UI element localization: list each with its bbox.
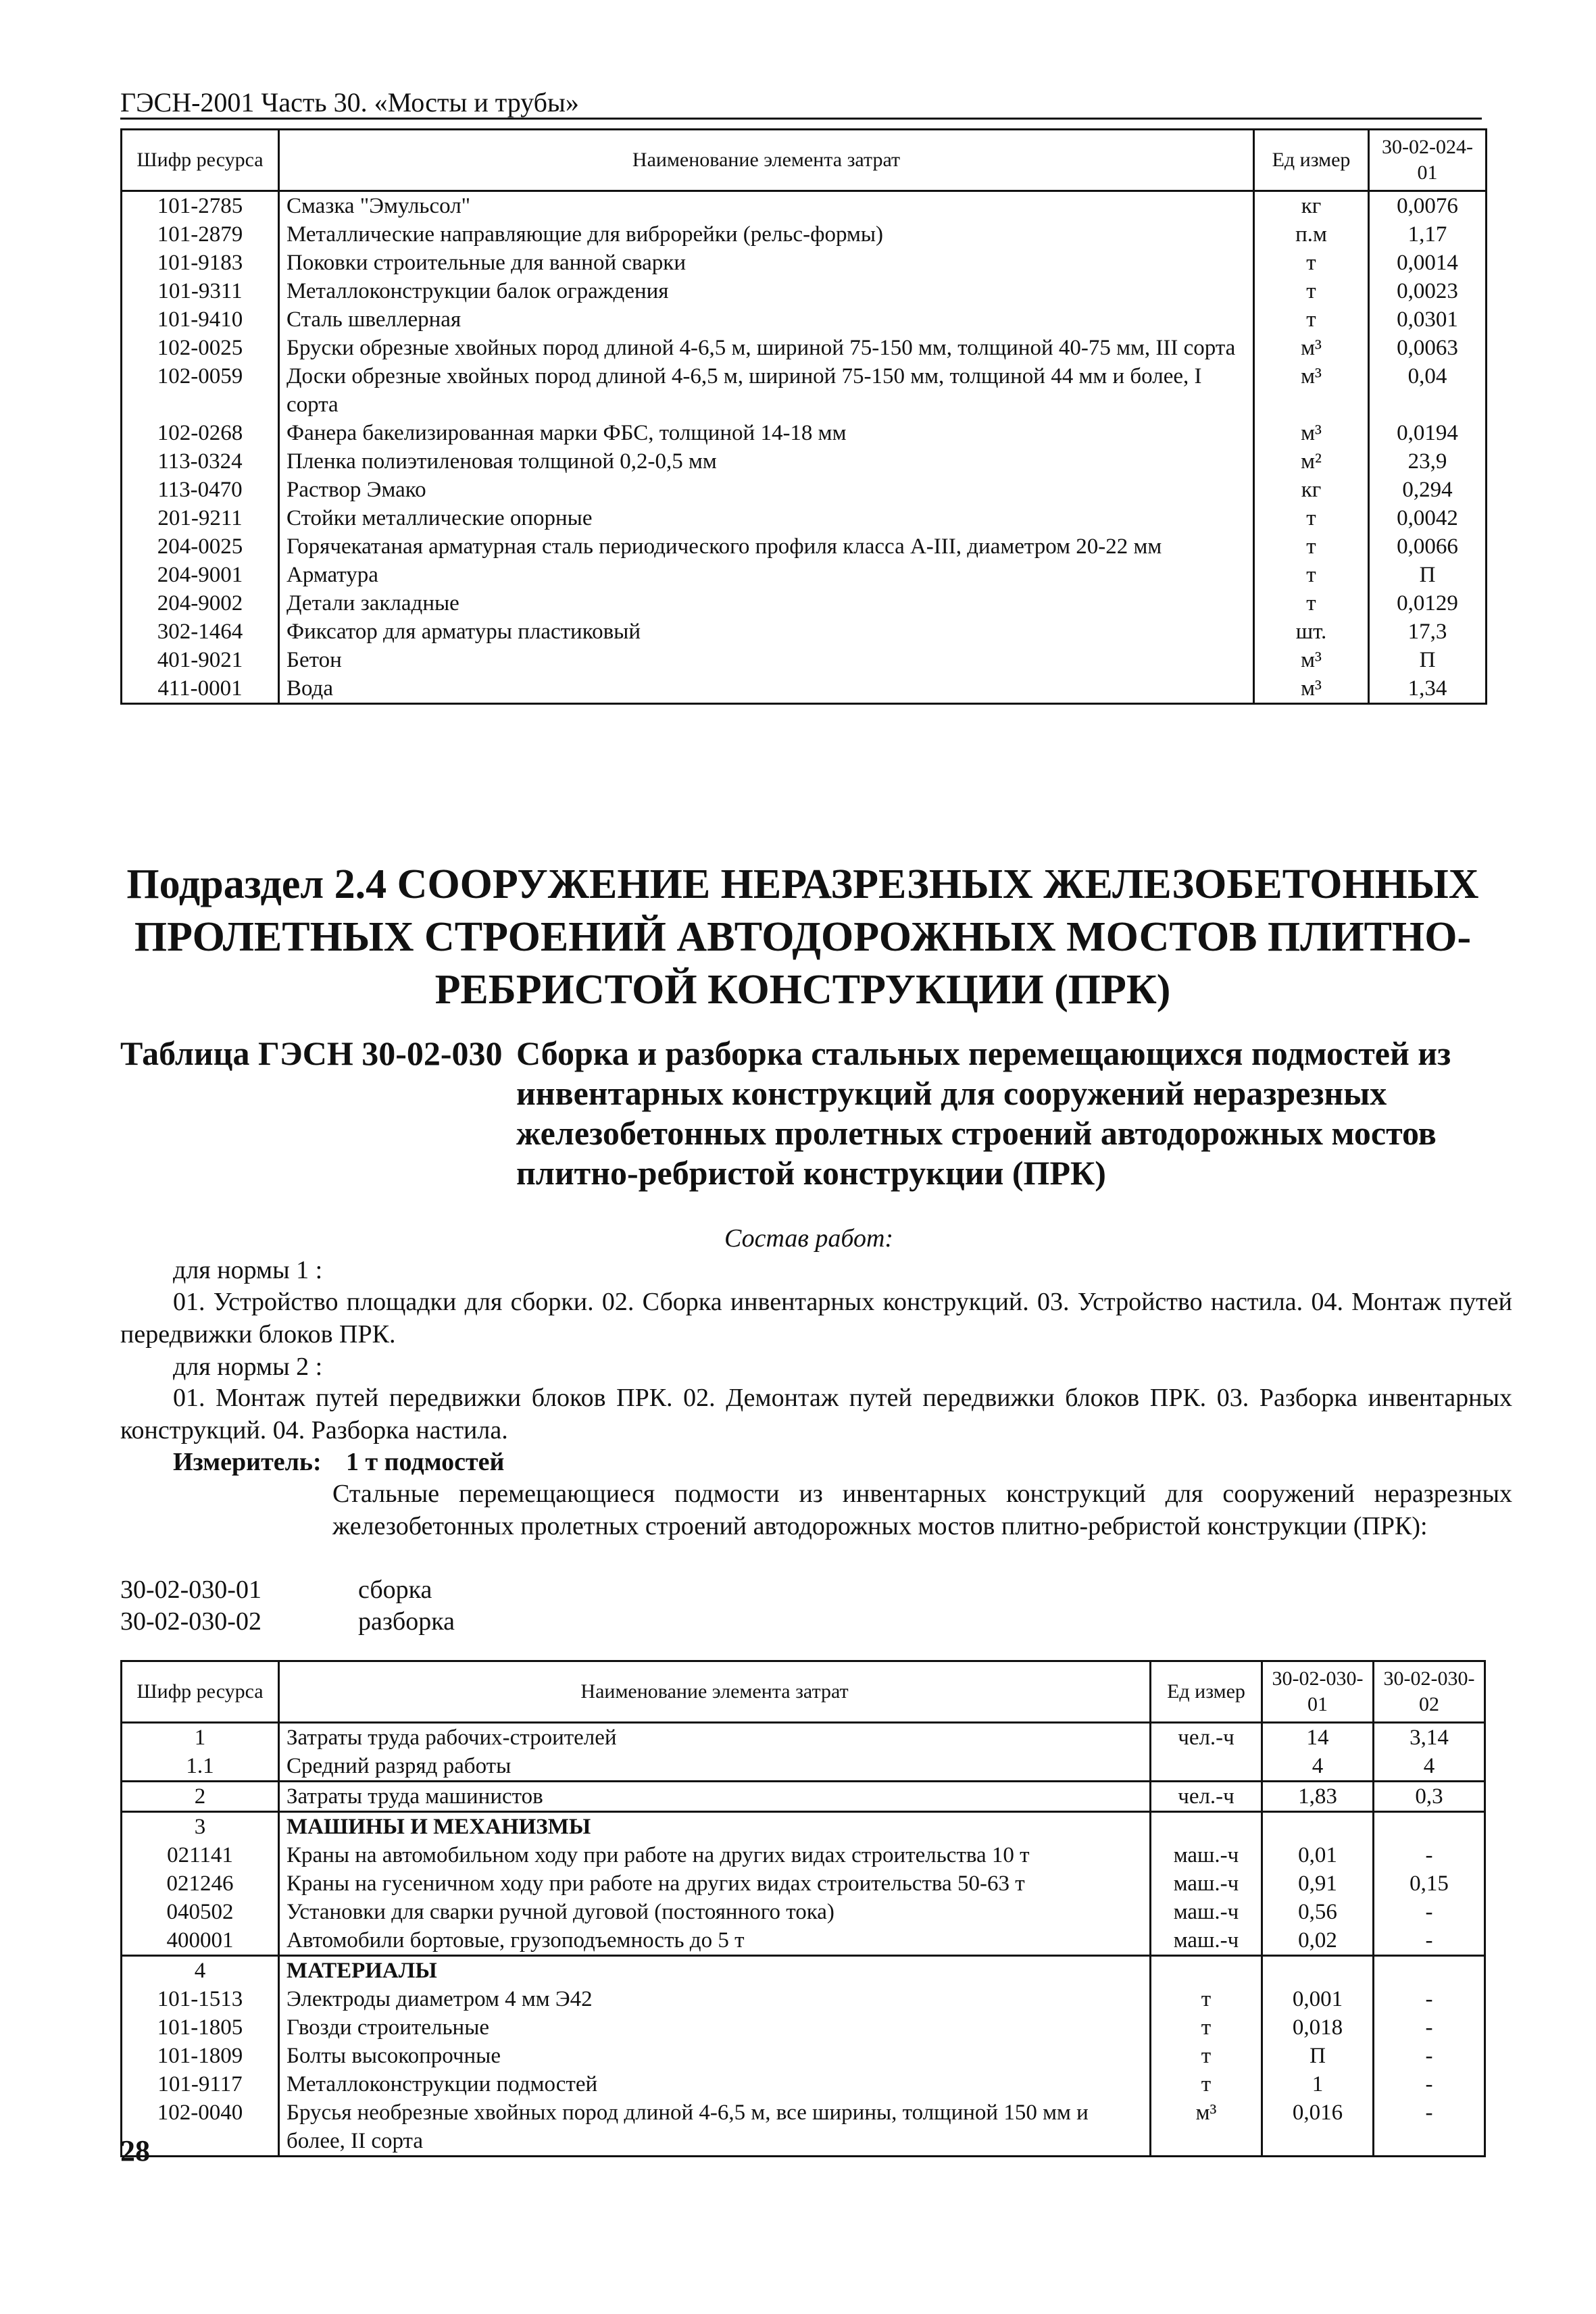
table-row xyxy=(122,561,1487,589)
norm-value: 1,17 xyxy=(1369,220,1487,249)
resources-table-1 xyxy=(120,128,1487,705)
unit: т xyxy=(1254,561,1369,589)
resource-code: 204-9001 xyxy=(122,561,279,589)
header-rule xyxy=(120,118,1482,120)
resource-name: Фиксатор для арматуры пластиковый xyxy=(279,618,1254,646)
resource-name: Металлические направляющие для виброрейки (рельс-формы) xyxy=(279,220,1254,249)
unit: м² xyxy=(1254,447,1369,476)
resource-code: 4 xyxy=(122,1956,279,1986)
resource-code: 101-9410 xyxy=(122,305,279,334)
unit: т xyxy=(1254,277,1369,305)
unit: маш.-ч xyxy=(1151,1926,1262,1956)
norm-value-2: - xyxy=(1374,1985,1485,2013)
norm-value-1: П xyxy=(1262,2042,1374,2070)
resource-code: 2 xyxy=(122,1782,279,1812)
table-row xyxy=(122,447,1487,476)
unit: кг xyxy=(1254,476,1369,504)
resource-name: МАТЕРИАЛЫ xyxy=(279,1956,1151,1986)
norm-value-1 xyxy=(1262,1956,1374,1986)
resource-code: 101-1805 xyxy=(122,2013,279,2042)
unit: т xyxy=(1254,249,1369,277)
table-title: Сборка и разборка стальных перемещающихся подмостей из инвентарных конструкций для сооружений неразрезных железобетонных пролетных строений автодорожных мостов плитно-ребристой конструкции (ПРК) xyxy=(516,1034,1451,1192)
unit: т xyxy=(1151,2042,1262,2070)
norm-value-1: 0,91 xyxy=(1262,1869,1374,1898)
work-description: Стальные перемещающиеся подмости из инвентарных конструкций для сооружений неразрезных железобетонных пролетных строений автодорожных мостов плитно-ребристой конструкции (ПРК): xyxy=(332,1480,1512,1540)
unit: т xyxy=(1151,2013,1262,2042)
resource-name: Стойки металлические опорные xyxy=(279,504,1254,532)
resource-code: 1 xyxy=(122,1723,279,1753)
norm-value-1: 0,018 xyxy=(1262,2013,1374,2042)
table1-col-unit: Ед измер xyxy=(1254,130,1369,191)
table-row xyxy=(122,1985,1485,2013)
norm-value: 0,0063 xyxy=(1369,334,1487,362)
norm1-text: 01. Устройство площадки для сборки. 02. Сборка инвентарных конструкций. 03. Устройство настила. 04. Монтаж путей передвижки блоков ПРК. xyxy=(120,1288,1512,1349)
table2-col-unit: Ед измер xyxy=(1151,1661,1262,1723)
table-row xyxy=(122,362,1487,419)
resource-code: 101-9311 xyxy=(122,277,279,305)
norm-value: П xyxy=(1369,646,1487,674)
norm-value: 0,0301 xyxy=(1369,305,1487,334)
table-row xyxy=(122,646,1487,674)
norm-value: 0,04 xyxy=(1369,362,1487,419)
table1-body xyxy=(122,191,1487,704)
norm-value-1: 0,016 xyxy=(1262,2098,1374,2157)
resource-name: Металлоконструкции подмостей xyxy=(279,2070,1151,2098)
norm-value-1: 0,02 xyxy=(1262,1926,1374,1956)
resource-name: Электроды диаметром 4 мм Э42 xyxy=(279,1985,1151,2013)
table-row xyxy=(122,1898,1485,1926)
table-row xyxy=(122,476,1487,504)
norm-value-2: - xyxy=(1374,2013,1485,2042)
resource-code: 401-9021 xyxy=(122,646,279,674)
composition-title: Состав работ: xyxy=(724,1224,894,1253)
norm2-text: 01. Монтаж путей передвижки блоков ПРК. 02. Демонтаж путей передвижки блоков ПРК. 03. Разборка инвентарных конструкций. 04. Разборка настила. xyxy=(120,1384,1512,1444)
resource-code: 113-0470 xyxy=(122,476,279,504)
table-row xyxy=(122,1841,1485,1869)
unit: т xyxy=(1151,1985,1262,2013)
norm-value: 17,3 xyxy=(1369,618,1487,646)
table-row xyxy=(122,277,1487,305)
norm-value-1: 4 xyxy=(1262,1752,1374,1782)
resource-code: 101-9117 xyxy=(122,2070,279,2098)
table-row xyxy=(122,2070,1485,2098)
norm2-label: для нормы 2 : xyxy=(173,1353,323,1381)
unit: п.м xyxy=(1254,220,1369,249)
resource-name: Бетон xyxy=(279,646,1254,674)
resource-name: Автомобили бортовые, грузоподъемность до 5 т xyxy=(279,1926,1151,1956)
resource-name: Детали закладные xyxy=(279,589,1254,618)
resource-name: МАШИНЫ И МЕХАНИЗМЫ xyxy=(279,1812,1151,1842)
norm-value-1: 0,001 xyxy=(1262,1985,1374,2013)
norm-value-2: - xyxy=(1374,2098,1485,2157)
page-number: 28 xyxy=(120,2134,150,2167)
norm-code-1: 30-02-030-01 xyxy=(120,1576,261,1604)
unit xyxy=(1151,1752,1262,1782)
table2-body xyxy=(122,1723,1485,2157)
norm-value-2: - xyxy=(1374,2042,1485,2070)
table-row xyxy=(122,1926,1485,1956)
unit: чел.-ч xyxy=(1151,1723,1262,1753)
resource-code: 040502 xyxy=(122,1898,279,1926)
table2-header xyxy=(122,1661,1485,1723)
resource-name: Пленка полиэтиленовая толщиной 0,2-0,5 мм xyxy=(279,447,1254,476)
table-row xyxy=(122,305,1487,334)
table-row xyxy=(122,504,1487,532)
norm-value: 1,34 xyxy=(1369,674,1487,704)
resource-name: Затраты труда рабочих-строителей xyxy=(279,1723,1151,1753)
table1-col-name: Наименование элемента затрат xyxy=(279,130,1254,191)
table1-header xyxy=(122,130,1487,191)
table-row xyxy=(122,191,1487,221)
resource-code: 102-0025 xyxy=(122,334,279,362)
resource-name: Фанера бакелизированная марки ФБС, толщиной 14-18 мм xyxy=(279,419,1254,447)
resource-name: Смазка "Эмульсол" xyxy=(279,191,1254,221)
norm-value: 0,294 xyxy=(1369,476,1487,504)
norm-name-1: сборка xyxy=(358,1576,432,1604)
norm-value-2 xyxy=(1374,1812,1485,1842)
unit: т xyxy=(1254,532,1369,561)
norm-value-2: - xyxy=(1374,1926,1485,1956)
resource-name: Гвозди строительные xyxy=(279,2013,1151,2042)
norm-value-2: - xyxy=(1374,1898,1485,1926)
subsection-title: Подраздел 2.4 СООРУЖЕНИЕ НЕРАЗРЕЗНЫХ ЖЕЛЕЗОБЕТОННЫХ ПРОЛЕТНЫХ СТРОЕНИЙ АВТОДОРОЖНЫХ МОСТОВ ПЛИТНО-РЕБРИСТОЙ КОНСТРУКЦИИ (ПРК) xyxy=(126,861,1479,1013)
table-row xyxy=(122,589,1487,618)
resource-name: Поковки строительные для ванной сварки xyxy=(279,249,1254,277)
norm-value-2: 4 xyxy=(1374,1752,1485,1782)
resource-code: 201-9211 xyxy=(122,504,279,532)
meter-label: Измеритель: xyxy=(173,1448,322,1476)
table2-col-name: Наименование элемента затрат xyxy=(279,1661,1151,1723)
resource-code: 101-2785 xyxy=(122,191,279,221)
unit: т xyxy=(1254,504,1369,532)
table-row xyxy=(122,674,1487,704)
table1-col-code: Шифр ресурса xyxy=(122,130,279,191)
resource-code: 101-9183 xyxy=(122,249,279,277)
resource-code: 1.1 xyxy=(122,1752,279,1782)
table-row xyxy=(122,249,1487,277)
unit: м³ xyxy=(1254,674,1369,704)
resource-name: Установки для сварки ручной дуговой (постоянного тока) xyxy=(279,1898,1151,1926)
norm-value: 0,0023 xyxy=(1369,277,1487,305)
norm-value-2: 3,14 xyxy=(1374,1723,1485,1753)
norm1-label: для нормы 1 : xyxy=(173,1256,323,1284)
table1-col-norm: 30-02-024-01 xyxy=(1369,130,1487,191)
resource-name: Брусья необрезные хвойных пород длиной 4-6,5 м, все ширины, толщиной 150 мм и более, II сорта xyxy=(279,2098,1151,2157)
table-row xyxy=(122,419,1487,447)
norm-value: 0,0076 xyxy=(1369,191,1487,221)
resources-table-2 xyxy=(120,1660,1486,2157)
table-row xyxy=(122,2098,1485,2157)
unit: м³ xyxy=(1254,646,1369,674)
unit: шт. xyxy=(1254,618,1369,646)
table2-col-norm-1: 30-02-030-01 xyxy=(1262,1661,1374,1723)
unit: м³ xyxy=(1254,362,1369,419)
resource-code: 3 xyxy=(122,1812,279,1842)
unit xyxy=(1151,1812,1262,1842)
resource-code: 101-1809 xyxy=(122,2042,279,2070)
table-row xyxy=(122,2042,1485,2070)
resource-code: 102-0040 xyxy=(122,2098,279,2157)
norm-value-1: 14 xyxy=(1262,1723,1374,1753)
resource-name: Горячекатаная арматурная сталь периодического профиля класса A-III, диаметром 20-22 мм xyxy=(279,532,1254,561)
table-row xyxy=(122,1752,1485,1782)
unit xyxy=(1151,1956,1262,1986)
resource-code: 302-1464 xyxy=(122,618,279,646)
resource-code: 204-0025 xyxy=(122,532,279,561)
unit: чел.-ч xyxy=(1151,1782,1262,1812)
unit: кг xyxy=(1254,191,1369,221)
unit: м³ xyxy=(1254,334,1369,362)
unit: маш.-ч xyxy=(1151,1869,1262,1898)
norm-value-1: 0,01 xyxy=(1262,1841,1374,1869)
table-row xyxy=(122,618,1487,646)
norm-value: П xyxy=(1369,561,1487,589)
unit: т xyxy=(1254,589,1369,618)
table-row xyxy=(122,1782,1485,1812)
resource-code: 204-9002 xyxy=(122,589,279,618)
table-row xyxy=(122,1869,1485,1898)
resource-name: Вода xyxy=(279,674,1254,704)
unit: маш.-ч xyxy=(1151,1841,1262,1869)
resource-name: Болты высокопрочные xyxy=(279,2042,1151,2070)
resource-name: Металлоконструкции балок ограждения xyxy=(279,277,1254,305)
resource-name: Средний разряд работы xyxy=(279,1752,1151,1782)
table-row xyxy=(122,334,1487,362)
resource-name: Сталь швеллерная xyxy=(279,305,1254,334)
resource-name: Затраты труда машинистов xyxy=(279,1782,1151,1812)
resource-name: Краны на автомобильном ходу при работе на других видах строительства 10 т xyxy=(279,1841,1151,1869)
resource-name: Арматура xyxy=(279,561,1254,589)
resource-code: 101-1513 xyxy=(122,1985,279,2013)
unit: маш.-ч xyxy=(1151,1898,1262,1926)
norm-value-1: 1 xyxy=(1262,2070,1374,2098)
table-row xyxy=(122,532,1487,561)
norm-value: 0,0066 xyxy=(1369,532,1487,561)
norm-value: 0,0129 xyxy=(1369,589,1487,618)
norm-value-1: 0,56 xyxy=(1262,1898,1374,1926)
norm-code-2: 30-02-030-02 xyxy=(120,1607,261,1636)
table-label: Таблица ГЭСН 30-02-030 xyxy=(120,1034,503,1072)
table2-col-norm-2: 30-02-030-02 xyxy=(1374,1661,1485,1723)
norm-value-2: 0,15 xyxy=(1374,1869,1485,1898)
table-row xyxy=(122,1723,1485,1753)
resource-code: 021141 xyxy=(122,1841,279,1869)
resource-code: 021246 xyxy=(122,1869,279,1898)
resource-code: 411-0001 xyxy=(122,674,279,704)
unit: т xyxy=(1151,2070,1262,2098)
resource-name: Краны на гусеничном ходу при работе на других видах строительства 50-63 т xyxy=(279,1869,1151,1898)
meter-value: 1 т подмостей xyxy=(346,1448,505,1476)
table-row xyxy=(122,1812,1485,1842)
norm-value-1: 1,83 xyxy=(1262,1782,1374,1812)
norm-value: 0,0194 xyxy=(1369,419,1487,447)
norm-value: 23,9 xyxy=(1369,447,1487,476)
resource-code: 113-0324 xyxy=(122,447,279,476)
unit: т xyxy=(1254,305,1369,334)
resource-name: Бруски обрезные хвойных пород длиной 4-6,5 м, шириной 75-150 мм, толщиной 40-75 мм, III сорта xyxy=(279,334,1254,362)
resource-code: 400001 xyxy=(122,1926,279,1956)
norm-value-2: - xyxy=(1374,1841,1485,1869)
norm-value-2: 0,3 xyxy=(1374,1782,1485,1812)
resource-name: Доски обрезные хвойных пород длиной 4-6,5 м, шириной 75-150 мм, толщиной 44 мм и более, I сорта xyxy=(279,362,1254,419)
unit: м³ xyxy=(1254,419,1369,447)
table-row xyxy=(122,1956,1485,1986)
table2-col-code: Шифр ресурса xyxy=(122,1661,279,1723)
norm-value-1 xyxy=(1262,1812,1374,1842)
norm-value-2 xyxy=(1374,1956,1485,1986)
norm-name-2: разборка xyxy=(358,1607,455,1636)
resource-name: Раствор Эмако xyxy=(279,476,1254,504)
norm-value-2: - xyxy=(1374,2070,1485,2098)
resource-code: 102-0059 xyxy=(122,362,279,419)
resource-code: 101-2879 xyxy=(122,220,279,249)
table-row xyxy=(122,220,1487,249)
norm-value: 0,0014 xyxy=(1369,249,1487,277)
unit: м³ xyxy=(1151,2098,1262,2157)
table-row xyxy=(122,2013,1485,2042)
norm-value: 0,0042 xyxy=(1369,504,1487,532)
running-header: ГЭСН-2001 Часть 30. «Мосты и трубы» xyxy=(120,87,579,118)
resource-code: 102-0268 xyxy=(122,419,279,447)
